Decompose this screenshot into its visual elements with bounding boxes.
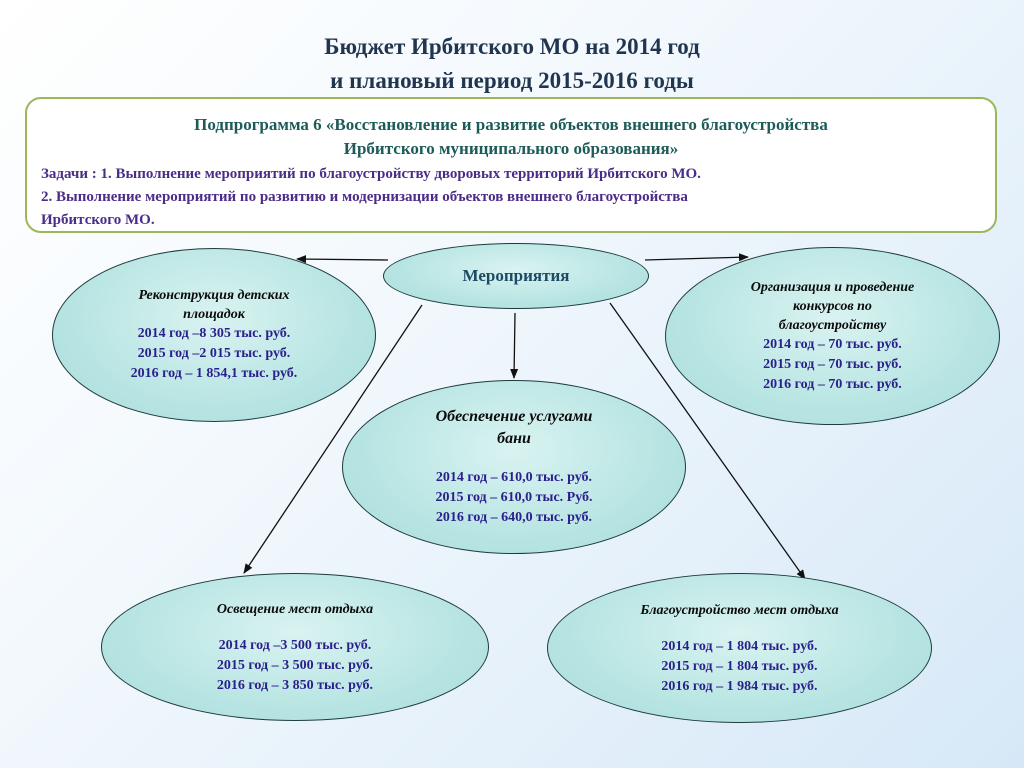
node-contests-title-line-2: конкурсов по: [793, 298, 872, 314]
node-improvement-2015: 2015 год – 1 804 тыс. руб.: [661, 658, 818, 674]
node-improvement-title: Благоустройство мест отдыха: [640, 602, 839, 618]
node-bath-title: [436, 406, 593, 450]
task-1: Задачи : 1. Выполнение мероприятий по благоустройству дворовых территорий Ирбитского МО.: [41, 166, 701, 182]
node-lighting-title: Освещение мест отдыха: [216, 601, 374, 617]
subprogram-title-line-1: Подпрограмма 6 «Восстановление и развитие объектов внешнего благоустройства: [194, 115, 828, 134]
node-bath-title-line-2: бани: [497, 430, 531, 447]
node-improvement-2016: 2016 год – 1 984 тыс. руб.: [661, 678, 818, 694]
node-contests: [665, 247, 1000, 425]
node-lighting-2016: 2016 год – 3 850 тыс. руб.: [216, 677, 374, 693]
node-contests-title-line-3: благоустройству: [778, 317, 887, 333]
node-improvement: [547, 573, 932, 723]
subprogram-title-line-2: Ирбитского муниципального образования»: [343, 139, 679, 158]
node-playground-title: [138, 286, 289, 324]
node-contests-title-line-1: Организация и проведение: [750, 279, 915, 295]
node-playground-title-line-2: площадок: [183, 307, 245, 322]
node-contests-title: [751, 278, 915, 335]
node-bath-title-line-1: Обеспечение услугами: [435, 408, 593, 425]
node-improvement-2014: 2014 год – 1 804 тыс. руб.: [661, 638, 818, 654]
center-node-label: Мероприятия: [462, 266, 570, 285]
task-2-line-2: Ирбитского МО.: [41, 212, 155, 228]
node-bath-services: [342, 380, 686, 554]
node-playground-2015: 2015 год –2 015 тыс. руб.: [137, 346, 291, 361]
arrow-to-playgrounds: [297, 259, 388, 260]
node-playground-title-line-1: Реконструкция детских: [138, 288, 290, 303]
title-line-1: Бюджет Ирбитского МО на 2014 год: [324, 34, 700, 59]
node-lighting: [101, 573, 489, 721]
node-playground-2016: 2016 год – 1 854,1 тыс. руб.: [130, 366, 298, 381]
center-node-activities: [383, 243, 649, 309]
node-playground-2014: 2014 год –8 305 тыс. руб.: [137, 326, 291, 341]
node-lighting-2015: 2015 год – 3 500 тыс. руб.: [216, 657, 374, 673]
node-lighting-2014: 2014 год –3 500 тыс. руб.: [218, 637, 372, 653]
arrow-to-bath: [514, 313, 515, 378]
title-line-2: и плановый период 2015-2016 годы: [330, 68, 694, 93]
task-2-line-1: 2. Выполнение мероприятий по развитию и модернизации объектов внешнего благоустройства: [41, 189, 688, 205]
node-playground-reconstruction: [52, 248, 376, 422]
arrow-to-contests: [645, 257, 748, 260]
node-bath-2015: 2015 год – 610,0 тыс. Руб.: [435, 490, 593, 505]
node-bath-2014: 2014 год – 610,0 тыс. руб.: [435, 470, 593, 485]
node-bath-2016: 2016 год – 640,0 тыс. руб.: [435, 510, 593, 525]
node-contests-2014: 2014 год – 70 тыс. руб.: [763, 336, 902, 352]
node-contests-2016: 2016 год – 70 тыс. руб.: [763, 376, 902, 392]
node-contests-2015: 2015 год – 70 тыс. руб.: [763, 356, 902, 372]
